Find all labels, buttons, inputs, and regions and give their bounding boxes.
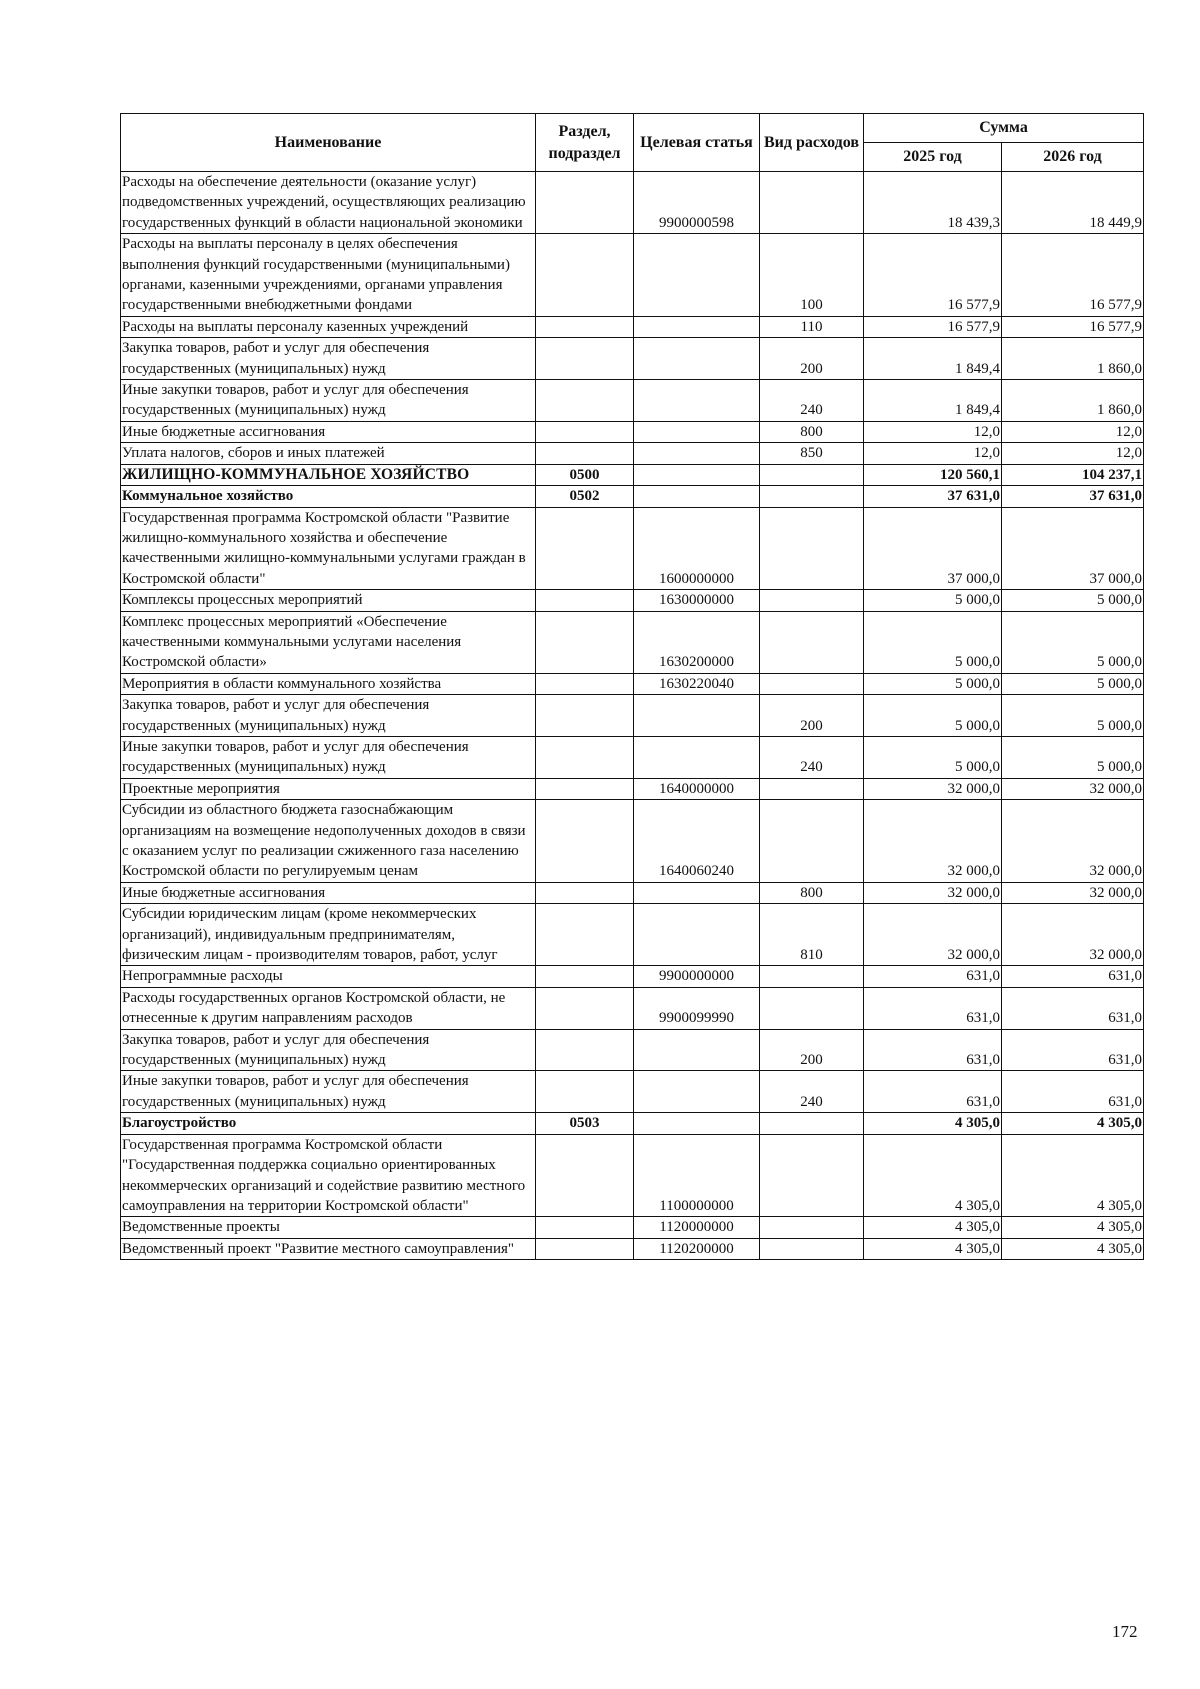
row-sum-2025-cell: 16 577,9 (864, 234, 1002, 317)
row-razdel-cell: 0503 (536, 1113, 634, 1134)
row-sum-2025-cell: 120 560,1 (864, 464, 1002, 485)
row-sum-2025-cell: 1 849,4 (864, 380, 1002, 422)
table-row (121, 316, 1144, 337)
row-name-cell: Непрограммные расходы (121, 966, 536, 987)
row-sum-2026-cell: 32 000,0 (1002, 800, 1144, 883)
row-sum-2025-cell: 18 439,3 (864, 172, 1002, 234)
row-statya-cell (634, 1113, 760, 1134)
table-row (121, 1113, 1144, 1134)
row-razdel-cell (536, 966, 634, 987)
header-summa: Сумма (864, 114, 1144, 143)
row-name-cell: Расходы государственных органов Костромской области, не отнесенные к другим направлениям расходов (121, 987, 536, 1029)
row-sum-2026-cell: 104 237,1 (1002, 464, 1144, 485)
row-name-cell: Расходы на выплаты персоналу казенных учреждений (121, 316, 536, 337)
row-name-cell: Благоустройство (121, 1113, 536, 1134)
row-razdel-cell (536, 904, 634, 966)
row-sum-2025-cell: 12,0 (864, 443, 1002, 464)
row-sum-2026-cell: 37 000,0 (1002, 507, 1144, 590)
row-vid-cell (760, 987, 864, 1029)
row-sum-2026-cell: 12,0 (1002, 421, 1144, 442)
row-name-cell: Иные закупки товаров, работ и услуг для обеспечения государственных (муниципальных) нужд (121, 1071, 536, 1113)
row-name-cell: Иные закупки товаров, работ и услуг для обеспечения государственных (муниципальных) нужд (121, 380, 536, 422)
table-row (121, 736, 1144, 778)
row-statya-cell: 9900099990 (634, 987, 760, 1029)
row-sum-2026-cell: 5 000,0 (1002, 611, 1144, 673)
row-razdel-cell (536, 172, 634, 234)
row-sum-2026-cell: 5 000,0 (1002, 736, 1144, 778)
table-row (121, 421, 1144, 442)
table-body (121, 172, 1144, 1260)
row-razdel-cell (536, 987, 634, 1029)
row-sum-2026-cell: 4 305,0 (1002, 1134, 1144, 1217)
row-sum-2026-cell: 16 577,9 (1002, 316, 1144, 337)
row-statya-cell (634, 380, 760, 422)
row-sum-2026-cell: 5 000,0 (1002, 695, 1144, 737)
table-row (121, 673, 1144, 694)
table-row (121, 904, 1144, 966)
header-year-2026: 2026 год (1002, 143, 1144, 172)
row-name-cell: Коммунальное хозяйство (121, 486, 536, 507)
row-vid-cell: 200 (760, 695, 864, 737)
row-sum-2026-cell: 5 000,0 (1002, 590, 1144, 611)
row-vid-cell (760, 464, 864, 485)
table-row (121, 507, 1144, 590)
row-vid-cell: 800 (760, 882, 864, 903)
row-name-cell: Государственная программа Костромской области "Государственная поддержка социально ориентированных некоммерческих организаций и содействие развитию местного самоуправления на территории Костромской области" (121, 1134, 536, 1217)
row-statya-cell (634, 486, 760, 507)
row-statya-cell: 1120000000 (634, 1217, 760, 1238)
row-razdel-cell (536, 338, 634, 380)
row-name-cell: Закупка товаров, работ и услуг для обеспечения государственных (муниципальных) нужд (121, 695, 536, 737)
row-sum-2026-cell: 5 000,0 (1002, 673, 1144, 694)
row-sum-2026-cell: 631,0 (1002, 987, 1144, 1029)
row-statya-cell (634, 234, 760, 317)
row-statya-cell: 9900000000 (634, 966, 760, 987)
row-sum-2025-cell: 631,0 (864, 1071, 1002, 1113)
row-name-cell: Субсидии из областного бюджета газоснабжающим организациям на возмещение недополученных доходов в связи с оказанием услуг по реализации сжиженного газа населению Костромской области по регулируемым ценам (121, 800, 536, 883)
table-row (121, 590, 1144, 611)
row-vid-cell: 800 (760, 421, 864, 442)
table-row (121, 486, 1144, 507)
table-row (121, 464, 1144, 485)
row-sum-2025-cell: 37 631,0 (864, 486, 1002, 507)
row-sum-2025-cell: 1 849,4 (864, 338, 1002, 380)
row-razdel-cell (536, 1134, 634, 1217)
row-sum-2026-cell: 37 631,0 (1002, 486, 1144, 507)
row-razdel-cell (536, 695, 634, 737)
row-statya-cell (634, 882, 760, 903)
row-name-cell: ЖИЛИЩНО-КОММУНАЛЬНОЕ ХОЗЯЙСТВО (121, 464, 536, 485)
table-row (121, 172, 1144, 234)
header-statya: Целевая статья (634, 114, 760, 172)
row-name-cell: Расходы на обеспечение деятельности (оказание услуг) подведомственных учреждений, осуществляющих реализацию государственных функций в области национальной экономики (121, 172, 536, 234)
row-sum-2026-cell: 4 305,0 (1002, 1238, 1144, 1259)
row-sum-2025-cell: 4 305,0 (864, 1217, 1002, 1238)
row-statya-cell: 1100000000 (634, 1134, 760, 1217)
row-razdel-cell: 0500 (536, 464, 634, 485)
row-razdel-cell (536, 778, 634, 799)
row-vid-cell (760, 1113, 864, 1134)
row-vid-cell (760, 1217, 864, 1238)
row-statya-cell (634, 1029, 760, 1071)
row-sum-2026-cell: 1 860,0 (1002, 338, 1144, 380)
row-razdel-cell (536, 1217, 634, 1238)
table-row (121, 1071, 1144, 1113)
row-vid-cell (760, 966, 864, 987)
row-statya-cell (634, 443, 760, 464)
row-razdel-cell (536, 234, 634, 317)
row-name-cell: Субсидии юридическим лицам (кроме некоммерческих организаций), индивидуальным предпринимателям, физическим лицам - производителям товаров, работ, услуг (121, 904, 536, 966)
row-razdel-cell (536, 443, 634, 464)
row-razdel-cell (536, 507, 634, 590)
row-statya-cell (634, 421, 760, 442)
row-vid-cell: 240 (760, 736, 864, 778)
row-vid-cell (760, 172, 864, 234)
row-razdel-cell (536, 1071, 634, 1113)
row-sum-2025-cell: 12,0 (864, 421, 1002, 442)
row-name-cell: Иные бюджетные ассигнования (121, 882, 536, 903)
row-statya-cell: 1120200000 (634, 1238, 760, 1259)
table-row (121, 1217, 1144, 1238)
row-vid-cell (760, 1134, 864, 1217)
row-vid-cell: 240 (760, 380, 864, 422)
row-razdel-cell (536, 673, 634, 694)
row-name-cell: Иные бюджетные ассигнования (121, 421, 536, 442)
row-vid-cell: 200 (760, 338, 864, 380)
table-row (121, 882, 1144, 903)
row-sum-2025-cell: 4 305,0 (864, 1113, 1002, 1134)
row-razdel-cell (536, 316, 634, 337)
budget-table (120, 113, 1144, 1260)
row-sum-2025-cell: 5 000,0 (864, 673, 1002, 694)
row-name-cell: Иные закупки товаров, работ и услуг для обеспечения государственных (муниципальных) нужд (121, 736, 536, 778)
row-name-cell: Государственная программа Костромской области "Развитие жилищно-коммунального хозяйства и обеспечение качественными жилищно-коммунальными услугами граждан в Костромской области" (121, 507, 536, 590)
table-row (121, 800, 1144, 883)
row-sum-2026-cell: 1 860,0 (1002, 380, 1144, 422)
row-sum-2025-cell: 32 000,0 (864, 800, 1002, 883)
row-sum-2025-cell: 4 305,0 (864, 1134, 1002, 1217)
row-vid-cell: 110 (760, 316, 864, 337)
header-razdel: Раздел, подраздел (536, 114, 634, 172)
row-vid-cell (760, 590, 864, 611)
row-sum-2026-cell: 32 000,0 (1002, 904, 1144, 966)
header-year-2025: 2025 год (864, 143, 1002, 172)
table-row (121, 695, 1144, 737)
row-statya-cell (634, 1071, 760, 1113)
row-name-cell: Закупка товаров, работ и услуг для обеспечения государственных (муниципальных) нужд (121, 1029, 536, 1071)
row-name-cell: Уплата налогов, сборов и иных платежей (121, 443, 536, 464)
row-statya-cell (634, 736, 760, 778)
row-statya-cell: 1630220040 (634, 673, 760, 694)
row-statya-cell (634, 904, 760, 966)
row-sum-2026-cell: 631,0 (1002, 1029, 1144, 1071)
row-sum-2026-cell: 32 000,0 (1002, 882, 1144, 903)
row-sum-2025-cell: 631,0 (864, 1029, 1002, 1071)
row-sum-2026-cell: 18 449,9 (1002, 172, 1144, 234)
table-row (121, 987, 1144, 1029)
table-row (121, 338, 1144, 380)
row-sum-2025-cell: 5 000,0 (864, 736, 1002, 778)
row-statya-cell: 1640000000 (634, 778, 760, 799)
row-vid-cell (760, 507, 864, 590)
row-statya-cell (634, 338, 760, 380)
row-vid-cell: 240 (760, 1071, 864, 1113)
table-row (121, 778, 1144, 799)
table-row (121, 966, 1144, 987)
table-row (121, 1029, 1144, 1071)
row-vid-cell (760, 800, 864, 883)
header-vid: Вид расходов (760, 114, 864, 172)
row-name-cell: Комплексы процессных мероприятий (121, 590, 536, 611)
row-razdel-cell (536, 380, 634, 422)
row-sum-2025-cell: 631,0 (864, 966, 1002, 987)
table-row (121, 443, 1144, 464)
row-statya-cell: 1630000000 (634, 590, 760, 611)
row-sum-2026-cell: 16 577,9 (1002, 234, 1144, 317)
row-sum-2025-cell: 5 000,0 (864, 611, 1002, 673)
row-razdel-cell: 0502 (536, 486, 634, 507)
row-statya-cell (634, 464, 760, 485)
table-row (121, 611, 1144, 673)
row-name-cell: Мероприятия в области коммунального хозяйства (121, 673, 536, 694)
row-sum-2026-cell: 631,0 (1002, 1071, 1144, 1113)
table-row (121, 1238, 1144, 1259)
row-vid-cell (760, 673, 864, 694)
row-razdel-cell (536, 611, 634, 673)
row-name-cell: Ведомственные проекты (121, 1217, 536, 1238)
row-sum-2026-cell: 4 305,0 (1002, 1217, 1144, 1238)
row-statya-cell: 9900000598 (634, 172, 760, 234)
row-sum-2025-cell: 631,0 (864, 987, 1002, 1029)
row-sum-2026-cell: 631,0 (1002, 966, 1144, 987)
page-number: 172 (1112, 1622, 1138, 1641)
table-row (121, 234, 1144, 317)
row-razdel-cell (536, 1029, 634, 1071)
row-sum-2025-cell: 32 000,0 (864, 904, 1002, 966)
row-razdel-cell (536, 1238, 634, 1259)
row-razdel-cell (536, 421, 634, 442)
row-razdel-cell (536, 882, 634, 903)
row-sum-2025-cell: 32 000,0 (864, 778, 1002, 799)
row-sum-2026-cell: 12,0 (1002, 443, 1144, 464)
table-row (121, 1134, 1144, 1217)
row-vid-cell (760, 1238, 864, 1259)
row-sum-2026-cell: 4 305,0 (1002, 1113, 1144, 1134)
header-name: Наименование (121, 114, 536, 172)
row-vid-cell (760, 778, 864, 799)
row-statya-cell (634, 316, 760, 337)
table-row (121, 380, 1144, 422)
row-sum-2025-cell: 16 577,9 (864, 316, 1002, 337)
row-vid-cell: 850 (760, 443, 864, 464)
table-header (121, 114, 1144, 172)
row-sum-2025-cell: 32 000,0 (864, 882, 1002, 903)
row-sum-2025-cell: 5 000,0 (864, 590, 1002, 611)
row-razdel-cell (536, 800, 634, 883)
row-name-cell: Закупка товаров, работ и услуг для обеспечения государственных (муниципальных) нужд (121, 338, 536, 380)
row-vid-cell (760, 611, 864, 673)
row-sum-2025-cell: 37 000,0 (864, 507, 1002, 590)
row-statya-cell: 1630200000 (634, 611, 760, 673)
row-sum-2025-cell: 4 305,0 (864, 1238, 1002, 1259)
row-name-cell: Расходы на выплаты персоналу в целях обеспечения выполнения функций государственными (муниципальными) органами, казенными учреждениями, органами управления государственными внебюджетными фондами (121, 234, 536, 317)
row-vid-cell: 810 (760, 904, 864, 966)
row-sum-2025-cell: 5 000,0 (864, 695, 1002, 737)
row-statya-cell: 1640060240 (634, 800, 760, 883)
row-statya-cell (634, 695, 760, 737)
row-razdel-cell (536, 736, 634, 778)
row-razdel-cell (536, 590, 634, 611)
row-name-cell: Комплекс процессных мероприятий «Обеспечение качественными коммунальными услугами населения Костромской области» (121, 611, 536, 673)
row-vid-cell: 100 (760, 234, 864, 317)
row-sum-2026-cell: 32 000,0 (1002, 778, 1144, 799)
row-vid-cell (760, 486, 864, 507)
row-vid-cell: 200 (760, 1029, 864, 1071)
row-statya-cell: 1600000000 (634, 507, 760, 590)
row-name-cell: Проектные мероприятия (121, 778, 536, 799)
row-name-cell: Ведомственный проект "Развитие местного самоуправления" (121, 1238, 536, 1259)
